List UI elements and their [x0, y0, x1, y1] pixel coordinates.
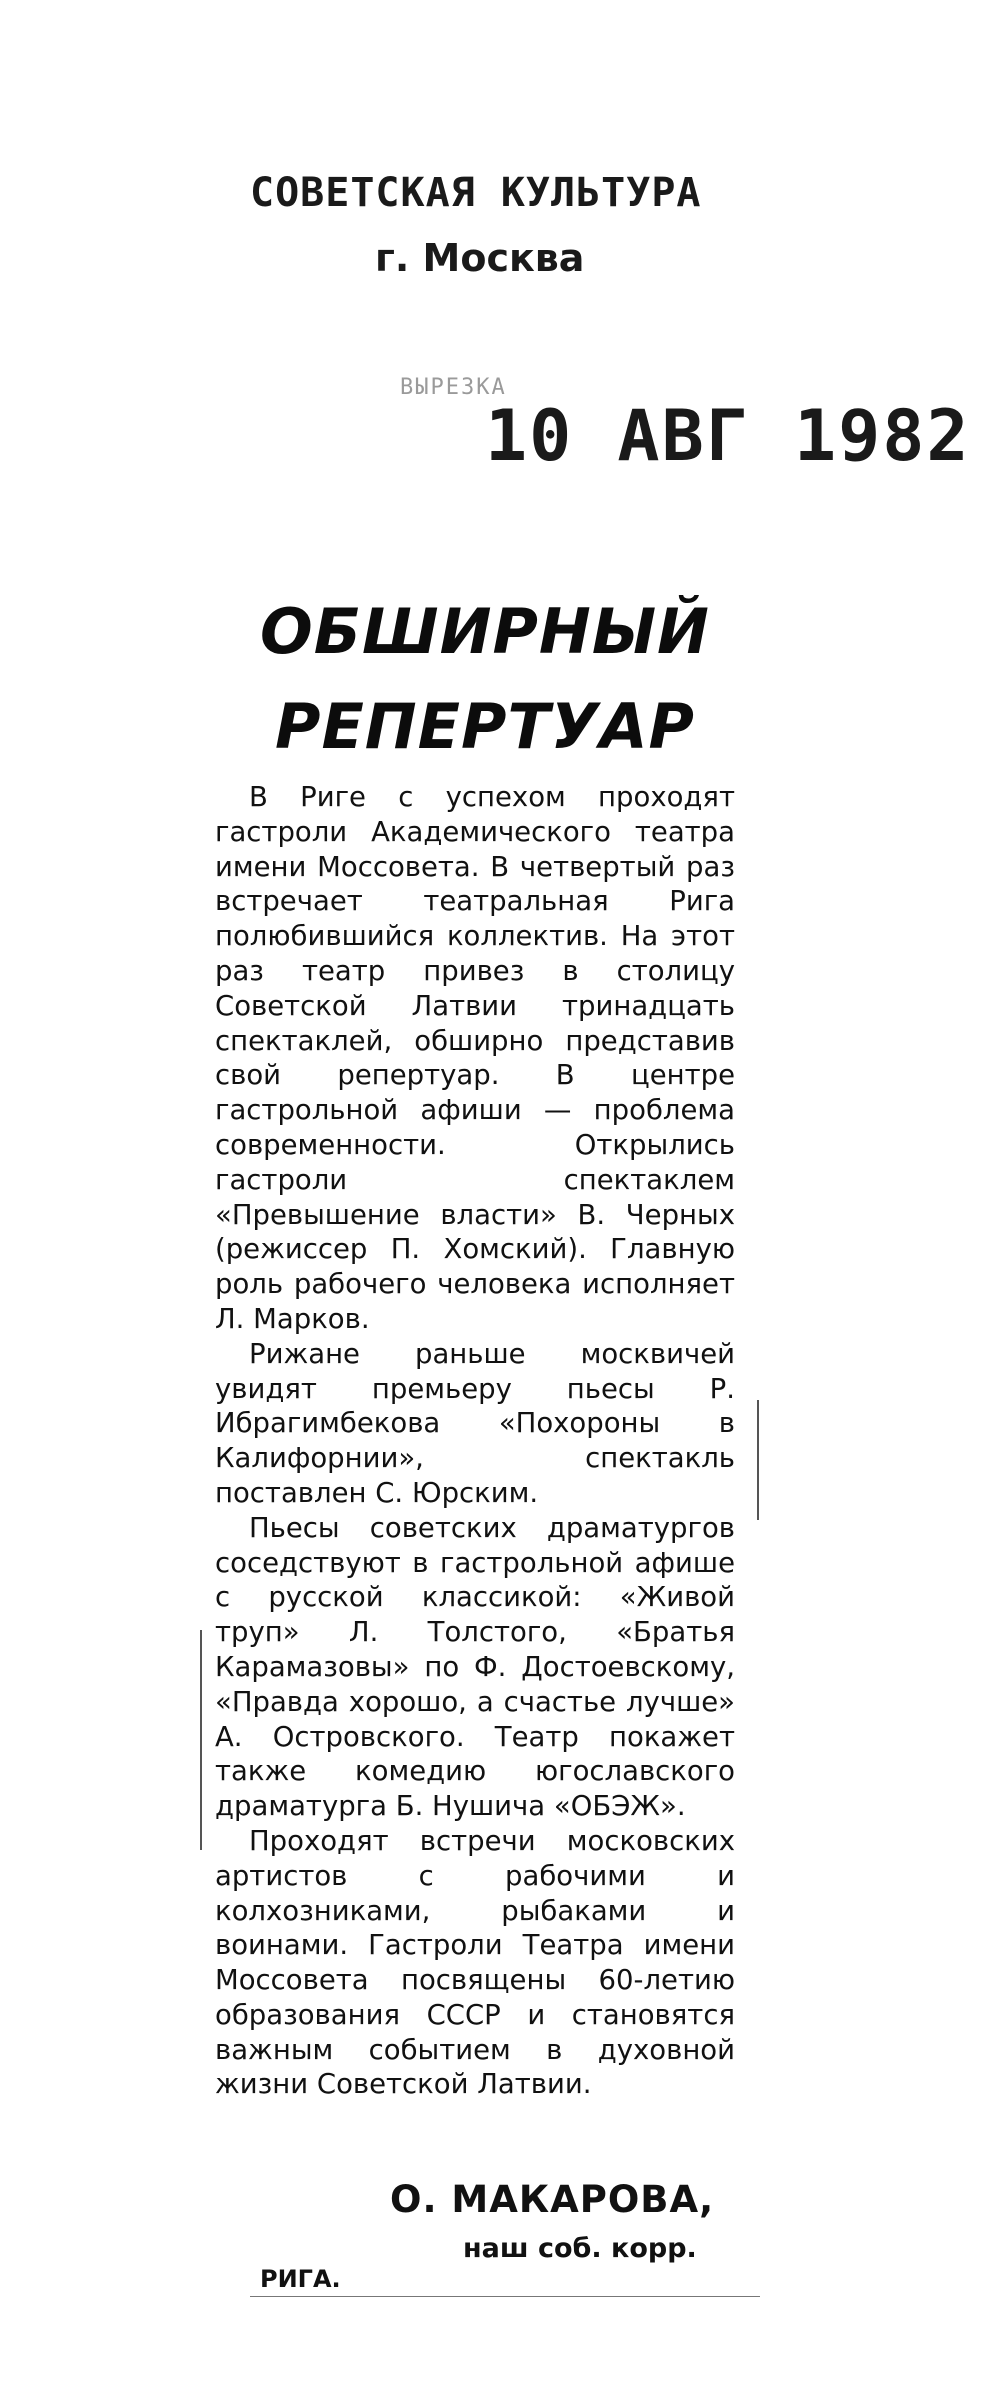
- author-role: наш соб. корр.: [463, 2233, 697, 2264]
- publication-stamp-city: г. Москва: [375, 236, 585, 280]
- faded-stamp-text: ВЫРЕЗКА: [400, 375, 507, 400]
- publication-stamp-title: СОВЕТСКАЯ КУЛЬТУРА: [250, 170, 702, 216]
- date-stamp: 10 АВГ 1982: [485, 395, 971, 477]
- article-paragraph: Пьесы советских драматургов соседствуют в гастрольной афише с русской классикой: «Живой труп» Л. Толстого, «Братья Карамазовы» по Ф. Достоевскому, «Правда хорошо, а счастье лучше» А. Островского. Театр покажет также комедию югославского драматурга Б. Нушича «ОБЭЖ».: [215, 1511, 735, 1823]
- author-name: О. МАКАРОВА,: [390, 2178, 715, 2221]
- article-paragraph: Рижане раньше москвичей увидят премьеру пьесы Р. Ибрагимбекова «Похороны в Калифорнии», спектакль поставлен С. Юрским.: [215, 1337, 735, 1509]
- clipping-edge-mark: [757, 1400, 759, 1520]
- bottom-rule: [250, 2296, 760, 2297]
- article-body: [215, 780, 735, 2102]
- article-paragraph: В Риге с успехом проходят гастроли Академического театра имени Моссовета. В четвертый раз встречает театральная Рига полюбившийся коллектив. На этот раз театр привез в столицу Советской Латвии тринадцать спектаклей, обширно представив свой репертуар. В центре гастрольной афиши — проблема современности. Открылись гастроли спектаклем «Превышение власти» В. Черных (режиссер П. Хомский). Главную роль рабочего человека исполняет Л. Марков.: [215, 781, 735, 1335]
- clipping-edge-mark: [200, 1630, 202, 1850]
- headline-line-1: ОБШИРНЫЙ: [260, 595, 710, 668]
- article-paragraph: Проходят встречи московских артистов с рабочими и колхозниками, рыбаками и воинами. Гастроли Театра имени Моссовета посвящены 60-летию образования СССР и становятся важным событием в духовной жизни Советской Латвии.: [215, 1824, 735, 2101]
- headline-line-2: РЕПЕРТУАР: [275, 690, 695, 763]
- dateline: РИГА.: [260, 2265, 341, 2293]
